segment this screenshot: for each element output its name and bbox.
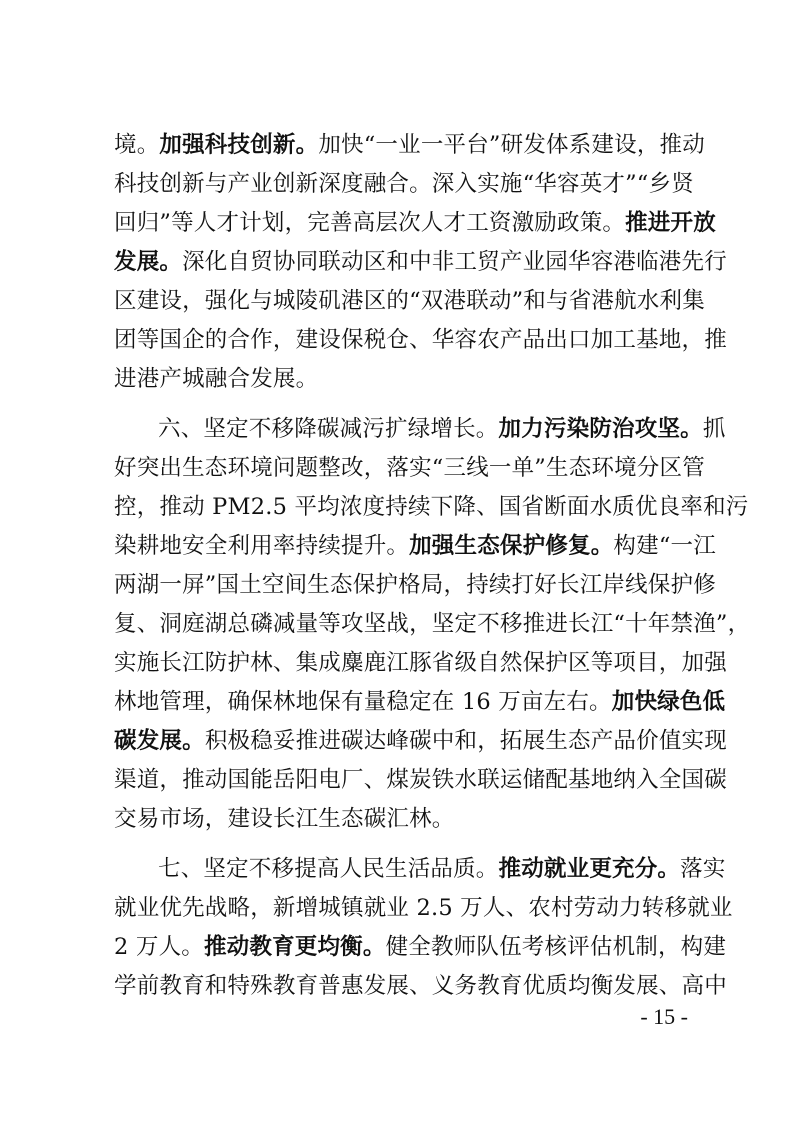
text-line: 两湖一屏”国土空间生态保护格局，持续打好长江岸线保护修 [114, 572, 716, 598]
text-line: 碳发展。积极稳妥推进碳达峰碳中和，拓展生态产品价值实现 [114, 728, 727, 754]
section-heading-line: 七、坚定不移提高人民生活品质。推动就业更充分。落实 [158, 856, 726, 882]
text-line: 就业优先战略，新增城镇就业 2.5 万人、农村劳动力转移就业 [114, 895, 733, 921]
text-line: 2 万人。推动教育更均衡。健全教师队伍考核评估机制，构建 [114, 934, 727, 960]
text-line: 染耕地安全利用率持续提升。加强生态保护修复。构建“一江 [114, 533, 716, 559]
text-line: 好突出生态环境问题整改，落实“三线一单”生态环境分区管 [114, 455, 705, 481]
text-line: 渠道，推动国能岳阳电厂、煤炭铁水联运储配基地纳入全国碳 [114, 767, 727, 793]
text-line: 实施长江防护林、集成麋鹿江豚省级自然保护区等项目，加强 [114, 650, 727, 676]
text-line: 区建设，强化与城陵矶港区的“双港联动”和与省港航水利集 [114, 288, 705, 314]
text-line: 复、洞庭湖总磷减量等攻坚战，坚定不移推进长江“十年禁渔”， [114, 611, 751, 637]
section-heading-line: 六、坚定不移降碳减污扩绿增长。加力污染防治攻坚。抓 [158, 416, 726, 442]
text-line: 学前教育和特殊教育普惠发展、义务教育优质均衡发展、高中 [114, 973, 727, 999]
text-line: 林地管理，确保林地保有量稳定在 16 万亩左右。加快绿色低 [114, 689, 726, 715]
text-line: 进港产城融合发展。 [114, 366, 319, 392]
text-line: 回归”等人才计划，完善高层次人才工资激励政策。推进开放 [114, 210, 716, 236]
text-line: 交易市场，建设长江生态碳汇林。 [114, 806, 455, 832]
text-line: 团等国企的合作，建设保税仓、华容农产品出口加工基地，推 [114, 327, 727, 353]
page-number: - 15 - [640, 1004, 688, 1029]
text-line: 境。加强科技创新。加快“一业一平台”研发体系建设，推动 [114, 132, 705, 158]
text-line: 发展。深化自贸协同联动区和中非工贸产业园华容港临港先行 [114, 249, 727, 275]
text-line: 科技创新与产业创新深度融合。深入实施“华容英才”“乡贤 [114, 171, 694, 197]
text-line: 控，推动 PM2.5 平均浓度持续下降、国省断面水质优良率和污 [114, 494, 749, 520]
